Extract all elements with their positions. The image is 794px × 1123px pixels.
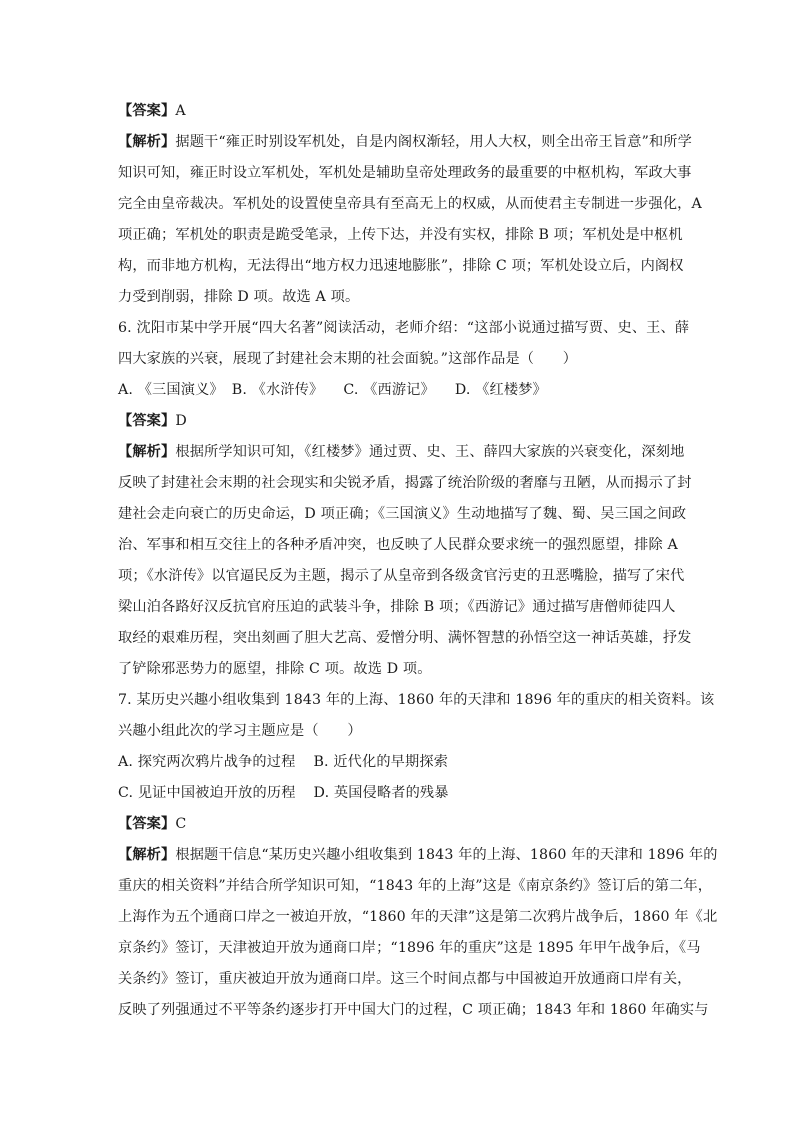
- q7-analysis-line: [118, 840, 718, 871]
- answer-value: C: [175, 816, 187, 832]
- q7-stem: 7. 某历史兴趣小组收集到 1843 年的上海、1860 年的天津和 1896 年的重庆的相关资料。该: [118, 692, 715, 708]
- analysis-text: 项正确；军机处的职责是跪受笔录，上传下达，并没有实权，排除 B 项；军机处是中枢机: [118, 227, 683, 243]
- option-b: B. 近代化的早期探索: [313, 754, 449, 770]
- document-page: [118, 96, 718, 1026]
- q6-answer-line: [118, 406, 684, 437]
- analysis-text: 根据所学知识可知，《红楼梦》通过贾、史、王、薛四大家族的兴衰变化，深刻地: [175, 444, 685, 460]
- q7-stem: 兴趣小组此次的学习主题应是（ ）: [118, 723, 362, 739]
- analysis-text: 上海作为五个通商口岸之一被迫开放，“1860 年的天津”这是第二次鸦片战争后，1860 年《北: [118, 909, 718, 925]
- analysis-text: 梁山泊各路好汉反抗官府压迫的武装斗争，排除 B 项；《西游记》通过描写唐僧师徒四人: [118, 599, 676, 615]
- q6-stem: 四大家族的兴衰，展现了封建社会末期的社会面貌。”这部作品是（ ）: [118, 351, 578, 367]
- q6-options: [118, 375, 684, 406]
- analysis-text: 重庆的相关资料”并结合所学知识可知，“1843 年的上海”这是《南京条约》签订后的第二年，: [118, 878, 713, 894]
- analysis-text: 力受到削弱，排除 D 项。故选 A 项。: [118, 289, 360, 305]
- option-d: D. 《红楼梦》: [454, 382, 547, 398]
- option-c: C. 《西游记》: [343, 382, 435, 398]
- analysis-text: 取经的艰难历程，突出刻画了胆大艺高、爱憎分明、满怀智慧的孙悟空这一神话英雄，抒发: [118, 630, 692, 646]
- q5-answer-line: [118, 96, 684, 127]
- analysis-text: 反映了列强通过不平等条约逐步打开中国大门的过程，C 项正确；1843 年和 1860 年确实与: [118, 1002, 709, 1018]
- q7-options-row: [118, 747, 684, 778]
- analysis-text: 建社会走向衰亡的历史命运，D 项正确；《三国演义》生动地描写了魏、蜀、吴三国之间政: [118, 506, 687, 522]
- analysis-tag: 【解析】: [118, 847, 176, 863]
- q6-stem: 6. 沈阳市某中学开展“四大名著”阅读活动，老师介绍：“这部小说通过描写贾、史、王、薛: [118, 320, 690, 336]
- answer-tag: 【答案】: [118, 103, 176, 119]
- analysis-text: 了铲除邪恶势力的愿望，排除 C 项。故选 D 项。: [118, 661, 432, 677]
- analysis-text: 项；《水浒传》以官逼民反为主题，揭示了从皇帝到各级贪官污吏的丑恶嘴脸，描写了宋代: [118, 568, 685, 584]
- option-d: D. 英国侵略者的残暴: [313, 785, 449, 801]
- analysis-text: 治、军事和相互交往上的各种矛盾冲突，也反映了人民群众要求统一的强烈愿望，排除 A: [118, 537, 678, 553]
- option-c: C. 见证中国被迫开放的历程: [118, 785, 296, 801]
- q7-options-row: [118, 778, 684, 809]
- q6-analysis-line: [118, 437, 684, 468]
- analysis-text: 关条约》签订，重庆被迫开放为通商口岸。这三个时间点都与中国被迫开放通商口岸有关，: [118, 971, 692, 987]
- analysis-text: 据题干“雍正时别设军机处，自是内阁权渐轻，用人大权，则全出帝王旨意”和所学: [175, 134, 692, 150]
- answer-value: A: [175, 103, 186, 119]
- analysis-text: 根据题干信息“某历史兴趣小组收集到 1843 年的上海、1860 年的天津和 1896 年的: [175, 847, 718, 863]
- analysis-text: 知识可知，雍正时设立军机处，军机处是辅助皇帝处理政务的最重要的中枢机构，军政大事: [118, 165, 692, 181]
- option-a: A. 《三国演义》: [118, 382, 224, 398]
- answer-tag: 【答案】: [118, 413, 176, 429]
- analysis-tag: 【解析】: [118, 444, 176, 460]
- q7-answer-line: [118, 809, 684, 840]
- option-a: A. 探究两次鸦片战争的过程: [118, 754, 296, 770]
- option-b: B. 《水浒传》: [231, 382, 324, 398]
- analysis-tag: 【解析】: [118, 134, 176, 150]
- analysis-text: 构，而非地方机构，无法得出“地方权力迅速地膨胀”，排除 C 项；军机处设立后，内阁权: [118, 258, 684, 274]
- analysis-text: 完全由皇帝裁决。军机处的设置使皇帝具有至高无上的权威，从而使君主专制进一步强化，A: [118, 196, 702, 212]
- analysis-text: 京条约》签订，天津被迫开放为通商口岸；“1896 年的重庆”这是 1895 年甲午战争后，《马: [118, 940, 701, 956]
- q5-analysis-line: [118, 127, 692, 158]
- answer-tag: 【答案】: [118, 816, 176, 832]
- answer-value: D: [175, 413, 187, 429]
- analysis-text: 反映了封建社会末期的社会现实和尖锐矛盾，揭露了统治阶级的奢靡与丑陋，从而揭示了封: [118, 475, 692, 491]
